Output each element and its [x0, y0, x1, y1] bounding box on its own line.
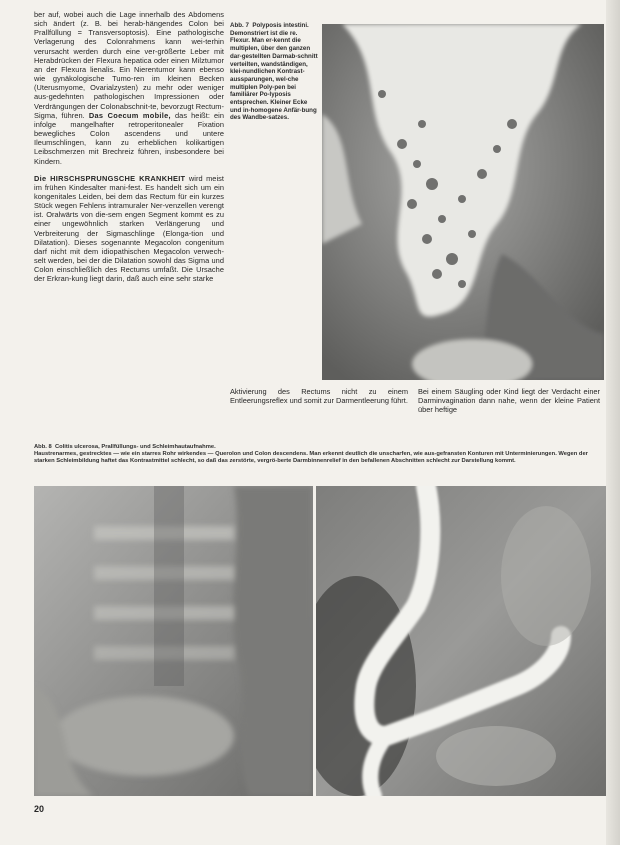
text-continuation-left: Aktivierung des Rectums nicht zu einem Entleerungsreflex und somit zur Darmentleerung führt. — [230, 387, 408, 406]
figure-7-xray-image — [322, 24, 604, 380]
figure-8-label: Abb. 8 — [34, 444, 52, 450]
paragraph-text-tail: das heißt: ein infolge mangelhafter retroperitonealer Fixation bewegliches Colon ascendens und untere Ileumschlingen, kann zu erheblichen kolikartigen Leibschmerzen mit Brechreiz führen, insbesondere bei Kindern. — [34, 110, 225, 166]
paragraph-text: ber auf, wobei auch die Lage innerhalb des Abdomens sich ändert (z. B. bei herab-hängendes Colon bei Prallfüllung = Transversoptosis). Eine pathologische Verlagerung des Colonrahmens kann wei-terhin verursacht werden durch eine ver-größerte Leber mit Herabdrücken der Flexura hepatica oder einen Milztumor an der Flexura lienalis. Ein Nierentumor kann ebenso wie gynäkologische Tumo-ren im kleinen Becken (Uterusmyome, Ovarialzysten) zu mehr oder weniger aus-gedehnten pathologischen Impressionen oder Verdrängungen der Colonabschnit-te, bevorzugt Rectum-Sigma, führen. — [34, 10, 224, 120]
figure-8-text: Haustrenarmes, gestrecktes — wie ein starres Rohr wirkendes — Querolon und Colon descendens. Man erkennt deutlich die unscharfen, wie aus-gefransten Konturen mit Unterminierungen. Wegen der starken Schleimbildung haftet das Kontrastmittel schlecht, so daß das zerstörte, vergrö-berte Darmbinnenrelief in den befallenen Abschnitten schlecht zur Darstellung kommt. — [34, 451, 588, 465]
figure-8-filling-image — [316, 486, 606, 796]
page-number: 20 — [34, 804, 45, 814]
figure-7-caption — [230, 22, 318, 122]
hirschsprung-heading: Die HIRSCHSPRUNGSCHE KRANKHEIT — [34, 173, 186, 183]
figure-7-label: Abb. 7 — [230, 22, 249, 29]
text-continuation-right: Bei einem Säugling oder Kind liegt der Verdacht einer Darminvagination dann nahe, wenn der kleine Patient über heftige — [418, 387, 600, 415]
hirschsprung-text: wird meist im frühen Kindesalter mani-fest. Es handelt sich um ein kongenitales Leiden, bei dem das Rectum für ein kurzes Stück wegen Fehlens intramuraler Ner-venzellen verengt ist. Oralwärts von die-sem engen Segment kommt es zu einer ungewöhnlich starken Verlängerung und Verbreiterung der Sigmaschlinge (Elonga-tion und Dilatation). Dieses sogenannte Megacolon congenitum darf nicht mit dem idiopathischen Megacolon verwech-selt werden, bei der die Dilatation sowohl das Sigma und Colon einschließlich des Rectums umfaßt. Die Ursache der Erkran-kung liegt darin, daß auch eine sehr starke — [34, 173, 224, 284]
paragraph-hirschsprung — [34, 174, 224, 284]
paragraph-colon-position — [34, 10, 224, 166]
figure-7-text: Demonstriert ist die re. Flexur. Man er-kennt die multiplen, über den ganzen dar-gestellten Darmab-schnitt verteilten, wandständigen, klei-nundlichen Kontrast-aussparungen, wel-che multiplen Poly-pen bei familiärer Po-lyposis entsprechen. Kleiner Ecke und in-homogene Anfär-bung des Wandbe-satzes. — [230, 29, 318, 122]
left-text-column — [34, 10, 224, 284]
figure-8-caption — [34, 444, 602, 466]
figure-8-mucosa-image — [34, 486, 313, 796]
figure-7-title: Polyposis intestini. — [252, 22, 309, 29]
page-edge — [606, 0, 620, 845]
figure-8-title: Colitis ulcerosa, Prallfüllungs- und Schleimhautaufnahme. — [54, 444, 216, 450]
coecum-mobile-term: Das Coecum mobile, — [88, 110, 171, 120]
